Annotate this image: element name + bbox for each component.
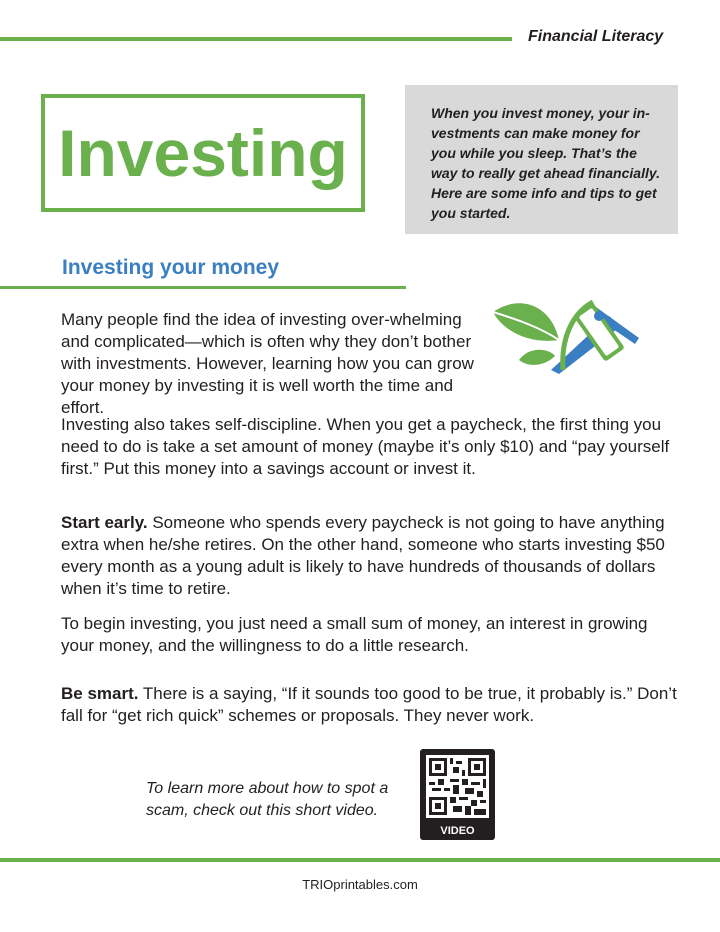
intro-box bbox=[405, 85, 678, 234]
category-label: Financial Literacy bbox=[528, 28, 664, 45]
paragraph-begin-investing: To begin investing, you just need a small sum of money, an interest in growing your money, and the willingness to do a little research. bbox=[61, 614, 648, 655]
start-early-text: Someone who spends every paycheck is not going to have anything extra when he/she retires. On the other hand, someone who starts investing $50 every month as a young adult is likely to have hundreds of thousands of dollars when it’s time to retire. bbox=[61, 513, 665, 598]
paragraph-be-smart bbox=[61, 683, 681, 727]
start-early-lead: Start early. bbox=[61, 513, 148, 532]
section-rule bbox=[0, 286, 406, 289]
top-rule bbox=[0, 37, 512, 41]
be-smart-lead: Be smart. bbox=[61, 684, 139, 703]
qr-video-link[interactable] bbox=[420, 749, 495, 840]
video-label: VIDEO bbox=[440, 825, 475, 837]
qr-code-icon bbox=[426, 755, 489, 818]
bottom-rule bbox=[0, 858, 720, 862]
paragraph-start-early bbox=[61, 512, 671, 600]
footer-site[interactable]: TRIOprintables.com bbox=[302, 877, 418, 892]
paragraph-self-discipline: Investing also takes self-discipline. When you get a paycheck, the first thing you need to do is take a set amount of money (maybe it’s only $10) and “pay yourself first.” Put this money into a savings account or invest it. bbox=[61, 415, 670, 478]
title-box bbox=[41, 94, 365, 212]
paragraph-intro: Many people find the idea of investing over-whelming and complicated—which is often why they don’t bother with investments. However, learning how you can grow your money by investing it is well worth the time and effort. bbox=[61, 310, 474, 417]
page-title: Investing bbox=[58, 116, 348, 190]
plant-money-logo-icon bbox=[489, 290, 639, 376]
video-note: To learn more about how to spot a scam, check out this short video. bbox=[146, 780, 389, 819]
section-heading: Investing your money bbox=[62, 256, 280, 279]
be-smart-text: There is a saying, “If it sounds too good to be true, it probably is.” Don’t fall for “get rich quick” schemes or proposals. They never work. bbox=[61, 684, 677, 725]
intro-text: When you invest money, your in-vestments can make money for you while you sleep. That’s the way to really get ahead financially. Here are some info and tips to get you started. bbox=[431, 105, 661, 221]
